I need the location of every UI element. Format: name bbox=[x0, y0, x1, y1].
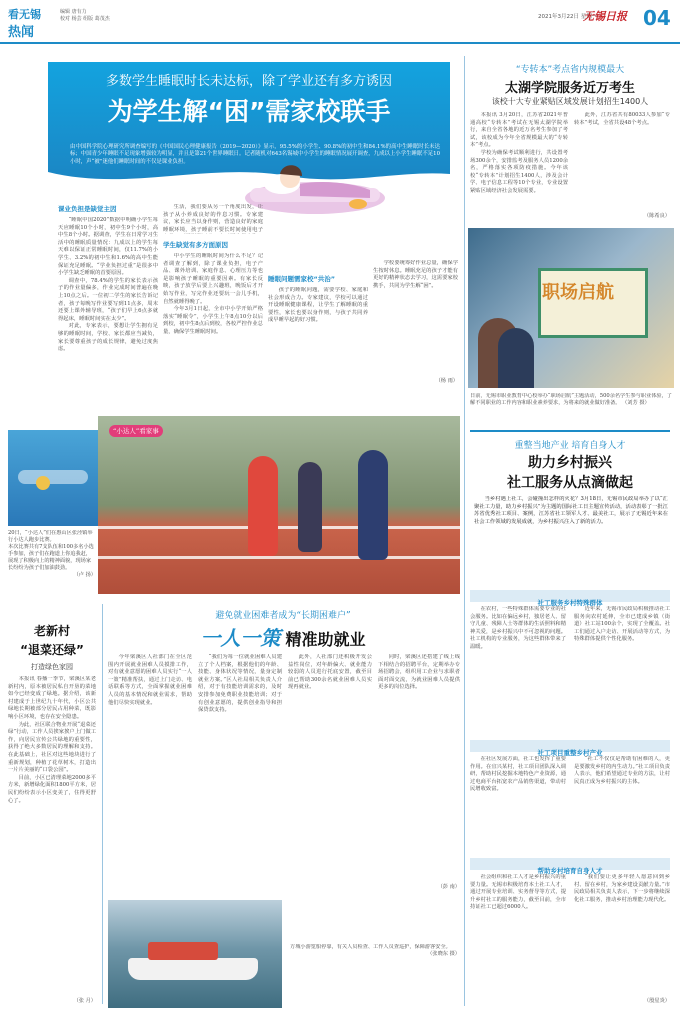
paragraph: 孩子的睡眠问题，需要学校、家庭和社会形成合力。专家建议，学校可以通过开设睡眠健康课程，让学生了解睡眠的重要性，家长也要以身作则，与孩子共同养成早睡早起的好习惯。 bbox=[268, 287, 368, 324]
caption-byline: （张晓东 摄） bbox=[427, 951, 460, 957]
editor-credits bbox=[60, 9, 110, 23]
paragraph: 中小学生的睡眠时间为什么不足？记者调查了解到，除了课业负担，电子产品、课外培训、家庭作息、心理压力等也是影响孩子睡眠的重要因素。有家长反映，孩子放学后要上兴趣班，晚饭后才开始写作业，写完作业还要玩一会儿手机，自然就睡得晚了。 bbox=[163, 253, 263, 305]
employment-col2 bbox=[198, 654, 282, 894]
paragraph: 在农村，一些特殊群体需要专业的社会服务。比如在偏远乡村，独居老人、留守儿童、残障人士等群体的生活照料和精神关爱，是乡村振兴中不可忽视的问题。社工机构的专业服务，为这些群体带来了温暖。 bbox=[470, 606, 566, 650]
social-col1-c bbox=[470, 874, 566, 1000]
paragraph: 在社区发展方面，社工也发挥了重要作用。在宜兴某村，社工项目团队深入调研，帮助村民挖掘本地特色产业资源，通过电商平台拓宽农产品销售渠道，带动村民增收致富。 bbox=[470, 756, 566, 793]
exam-byline: （陈希良） bbox=[644, 213, 670, 219]
career-caption bbox=[470, 393, 674, 421]
paragraph: 社会组织和社工人才是乡村振兴的重要力量。无锡市积极培育本土社工人才，通过开展专业培训、实务督导等方式，提升乡村社工的服务能力，截至目前，全市持证社工已超过6000人。 bbox=[470, 874, 566, 911]
social-subhead-2-bar bbox=[470, 740, 670, 757]
paragraph: 当乡村遇上社工，会碰撞出怎样的火花？3月18日，无锡市民政局举办了以“汇聚社工力量，助力乡村振兴”为主题的国际社工日主题宣传活动，活动表彰了一批江苏省优秀社工项目、案例，江苏省社工领军人才、最美社工，展示了无锡近年来在社会工作领域的发展成就，为乡村振兴注入了新的活力。 bbox=[474, 496, 668, 525]
social-col1-a bbox=[470, 606, 566, 736]
village-headline bbox=[8, 622, 96, 672]
paragraph: 近年来，无锡市民政局积极推动社工服务向农村延伸，全市已建成乡镇（街道）社工站100余个，实现了全覆盖。社工们通过入户走访、开展活动等方式，为特殊群体提供个性化服务。 bbox=[574, 606, 670, 643]
employment-col3 bbox=[288, 654, 372, 894]
paragraph: “我们要让更多年轻人愿意回到乡村、留在乡村，为家乡建设贡献力量。”市民政局相关负责人表示，下一步将继续深化社工服务，推动乡村治理能力现代化。 bbox=[574, 874, 670, 903]
lead-col4-text bbox=[373, 260, 458, 378]
caption-text: 日前，无锡市职业教育中心校举办“职场启航”主题活动，500余名学生参与职业体验，了解不同职业的工作内容和职业素养要求，为将来的就业做好准备。 bbox=[470, 393, 672, 406]
employment-col4 bbox=[378, 654, 460, 884]
employment-title-highlight: 一人一策 bbox=[200, 626, 281, 650]
employment-byline: （彭 南） bbox=[437, 884, 460, 890]
paragraph: 学校要统筹好作业总量，确保学生按时休息。睡眠充足的孩子才能有更好的精神状态去学习，这需要家校携手，共同为学生解“困”。 bbox=[373, 260, 458, 289]
paragraph: 学校为确保考试顺利进行，共设置考场300余个，安排监考及服务人员1200余名，严格落实各项防疫措施。今年该校“专转本”计划招生1400人，涉及会计学、电子信息工程等10个专业，专业设置紧贴区域经济社会发展需要。 bbox=[470, 149, 568, 194]
newspaper-logo: 无锡日报 bbox=[583, 10, 627, 23]
caption-text: 方城小游览船停靠，有关人员检查、工作人员查巡护，保障游客安全。 bbox=[290, 944, 451, 950]
career-banner-text: 职场启航 bbox=[542, 282, 614, 303]
paragraph: 今年3月1日起，全市中小学开始严格落实“睡眠令”，小学生上午8点10分以后到校，初中生8点后到校，各校严控作业总量，确保学生睡眠时间。 bbox=[163, 306, 263, 335]
section-divider bbox=[470, 430, 670, 432]
employment-pretitle: 避免就业困难者成为“长期困难户” bbox=[215, 611, 351, 621]
column-separator bbox=[464, 56, 465, 1006]
social-pretitle: 重整当地产业 培育自身人才 bbox=[514, 441, 626, 451]
village-title-line1: 老新村 bbox=[33, 624, 70, 638]
issue-date: 2021年3月22日 星期一 bbox=[538, 14, 598, 20]
column-separator bbox=[102, 604, 103, 1004]
paragraph: 同时，梁溪区还搭建了线上线下相结合的招聘平台，定期举办专场招聘会，组织用工企业与求职者面对面交流，为就业困难人员提供更多的岗位选择。 bbox=[378, 654, 460, 691]
paragraph: 生活，我们要从另一个角度出发，让孩子从小养成良好的作息习惯。专家建议，家长应当以身作则，营造良好的家庭睡眠环境，孩子睡前不要长时间使用电子 bbox=[163, 204, 263, 233]
proofreader-line: 校对 杨芸 组版 葛茂杰 bbox=[60, 16, 110, 22]
village-body bbox=[8, 676, 96, 996]
paragraph: “睡眠中国2020”数据中明确小学生每天应睡眠10个小时，初中生9个小时，高中生8个小时。据调查，学生在日常学习生活中的睡眠质量情况：九成以上的学生每天难以保证正常睡眠时间，仅11.7%的小学生、3.2%的初中生和1.6%的高中生能保证充足睡眠。“学业负担过重”是很多中小学生缺乏睡眠的首要原因。 bbox=[58, 217, 158, 277]
paragraph: 此外，人社部门还积极开发公益性岗位，对年龄偏大、就业能力较弱的人员进行托底安置，截至目前已帮助300余名就业困难人员实现再就业。 bbox=[288, 654, 372, 691]
employment-col1 bbox=[108, 654, 192, 894]
social-col1-b bbox=[470, 756, 566, 852]
caption-byline: （卢 扬） bbox=[73, 572, 96, 578]
lead-col2-top bbox=[163, 204, 263, 234]
lead-subhead-2: 学生缺觉有多方面原因 bbox=[163, 241, 228, 249]
social-col2-c bbox=[574, 874, 670, 994]
exam-pretitle: “专转本”考点省内规模最大 bbox=[515, 65, 625, 75]
tour-boat-photo bbox=[108, 900, 282, 1008]
page-header bbox=[0, 0, 680, 44]
paragraph: 此外，江苏省共有80033人参加“专转本”考试，全省共设48个考点。 bbox=[574, 112, 670, 126]
village-title-line2: “退菜还绿” bbox=[20, 643, 84, 657]
paragraph: 调查中，78.4%的学生的家长表示孩子的作业量偏多，作业完成时间普遍在晚上10点之后。一位初二学生的家长告诉记者，孩子每晚写作业要写到11点多，周末还要上课外辅导班，“孩子们早上6点多就得起床，睡眠时间实在太少”。 bbox=[58, 277, 158, 322]
swimming-photo bbox=[8, 430, 98, 526]
photo-tag-badge bbox=[104, 424, 168, 437]
section-name-bottom: 热闻 bbox=[8, 25, 35, 40]
social-subhead-1-bar bbox=[470, 590, 670, 607]
race-caption bbox=[8, 530, 96, 610]
lead-intro: 由中国科学院心理研究所调查编写的《中国国民心理健康报告（2019—2020）》显示，95.5%的小学生、90.8%的初中生和84.1%的高中生睡眠时长未达标；中国青少年睡眠不足现象增强较为明显，并且是第21个世界睡眠日。记者随机对643名锡城中小学生的睡眠情况展开调查，九成以上小学生睡眠不足10小时，声“被”迷他们睡眠时间的不仅是课业负担。 bbox=[70, 144, 440, 165]
lead-column-4 bbox=[373, 260, 458, 385]
lead-title: 为学生解“困”需家校联手 bbox=[107, 97, 391, 126]
social-title-line2: 社工服务从点滴做起 bbox=[507, 475, 633, 491]
social-subhead-2: 社工项目重整乡村产业 bbox=[537, 749, 603, 757]
paragraph: 对此，专家表示，要想让学生拥有足够的睡眠时间，学校、家长都应当减负，家长要尊重孩子的成长规律，避免过度焦虑。 bbox=[58, 323, 158, 353]
social-subhead-3-bar bbox=[470, 858, 670, 875]
employment-headline bbox=[108, 622, 458, 651]
paragraph: 本报讯 3月20日，江苏省2021年普通高校“专转本”考试在无锡太湖学院举行，来自全省各地的近万名考生参加了考试，该校成为今年全省规模最大的“专转本”考点。 bbox=[470, 112, 568, 149]
lead-byline: （杨 雨） bbox=[435, 378, 458, 384]
paragraph: 为此，社区联合物业开展“退菜还绿”行动，工作人员挨家挨户上门做工作，向居民宣传公共绿地的重要性，获得了绝大多数居民的理解和支持。在此基础上，社区对这些地块进行了重新规划，种植了花草树木，打造出一片片美丽的“口袋公园”。 bbox=[8, 721, 96, 774]
paragraph: 今年梁溪区人社部门在全区范围内开展就业困难人员摸排工作，对有就业意愿的困难人员实行“一人一策”精准帮扶，通过上门走访、电话联系等方式，全面掌握就业困难人员的基本情况和就业需求，帮助他们尽快实现就业。 bbox=[108, 654, 192, 706]
paragraph: “社工不仅仅是帮助有困难的人，更是要激发乡村的内生动力。”社工项目负责人表示，他们希望通过专业的方法，让村民真正成为乡村振兴的主体。 bbox=[574, 756, 670, 785]
page-number: 04 bbox=[643, 6, 671, 30]
social-intro bbox=[474, 496, 668, 580]
village-subtitle: 打造绿色家园 bbox=[31, 663, 73, 671]
social-col2-b bbox=[574, 756, 670, 852]
lead-subhead-1: 课业负担是缺觉主因 bbox=[58, 205, 117, 213]
lead-subhead-3: 睡眠问题需家校“共治” bbox=[268, 275, 336, 283]
caption-text: 20日，“小达人”们在惠山区张泾镇举行小达人跑步比赛。 bbox=[8, 530, 93, 543]
social-subhead-3: 帮助乡村培育自身人才 bbox=[537, 867, 603, 875]
running-race-photo bbox=[98, 416, 460, 594]
village-byline: （张 月） bbox=[73, 998, 96, 1004]
exam-col2 bbox=[574, 112, 670, 222]
career-event-photo bbox=[468, 228, 674, 388]
lead-pretitle: 多数学生睡眠时长未达标，除了学业还有多方诱因 bbox=[105, 74, 392, 89]
exam-title: 太湖学院服务近万考生 bbox=[504, 81, 635, 96]
social-subhead-1: 社工服务乡村特殊群体 bbox=[537, 599, 603, 607]
caption-detail: 本次比赛共有7支队伍和100多名小选手参加，孩子们在跑道上你追我赶，展现了积极向上的精神面貌，现场家长纷纷为孩子们加油鼓劲。 bbox=[8, 544, 94, 571]
social-byline: （殷星炎） bbox=[644, 998, 670, 1004]
paragraph: “我们为每一位就业困难人员建立了个人档案，根据他们的年龄、技能、身体状况等情况，量身定制就业方案。”区人社局相关负责人介绍，对于有技能培训需求的，及时安排参加免费职业技能培训；对于有创业意愿的，提供创业指导和担保贷款支持。 bbox=[198, 654, 282, 714]
photo-tag-label: “小达人”看家事 bbox=[109, 425, 163, 437]
paragraph: 目前，小区已清理菜地2000多平方米，新增绿化面积1800平方米，居民们纷纷表示小区变美了，住得更舒心了。 bbox=[8, 774, 96, 804]
employment-title-rest: 精准助就业 bbox=[285, 630, 366, 649]
exam-subtitle: 该校十大专业紧贴区域发展计划招生1400人 bbox=[491, 97, 649, 106]
boat-caption bbox=[290, 944, 460, 1004]
paragraph: 本报讯 春播一季节，梁溪区某老新村内，原本被居民私自开垦的菜地如今已经变成了绿地。据介绍，该新村建成于上世纪九十年代，小区公共绿地长期被部分居民占用种菜，既影响小区环境，也存在安全隐患。 bbox=[8, 676, 96, 720]
social-col2-a bbox=[574, 606, 670, 736]
section-name-top: 看无锡 bbox=[8, 8, 41, 21]
caption-byline: （刘芳 摄） bbox=[622, 400, 650, 406]
social-title-line1: 助力乡村振兴 bbox=[528, 455, 612, 471]
editor-line: 编辑 唐有力 bbox=[60, 9, 87, 15]
